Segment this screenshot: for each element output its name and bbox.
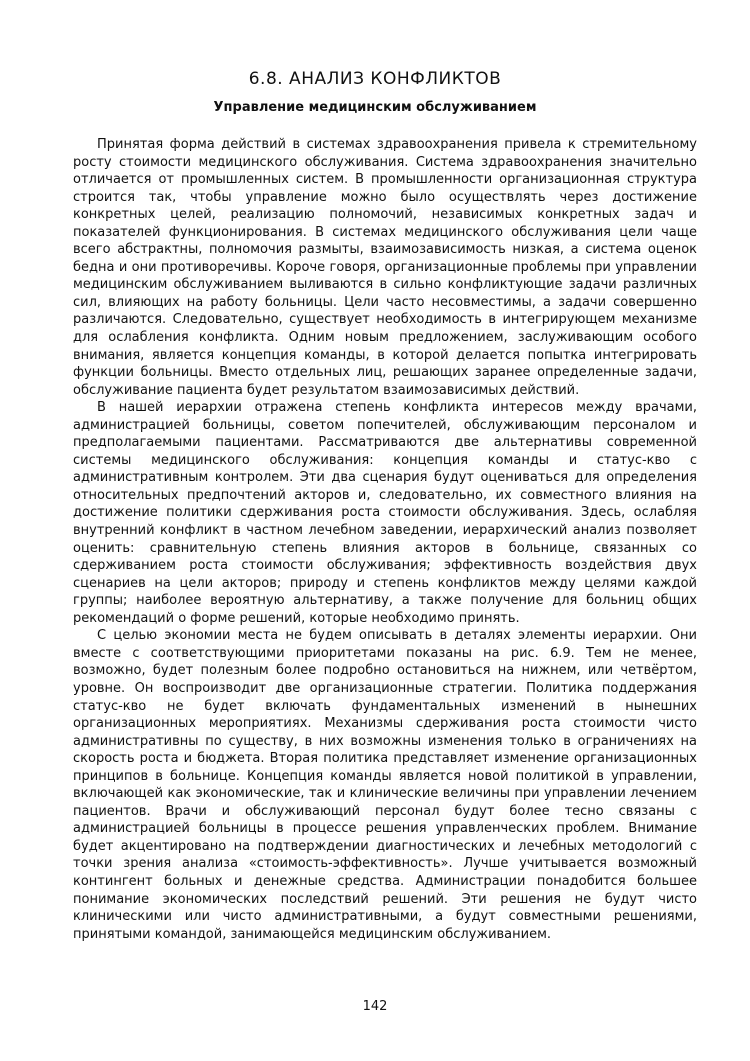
paragraph: С целью экономии места не будем описывать в деталях элементы иерархии. Они вместе с соответствующими приоритетами показаны на рис. 6.9. Тем не менее, возможно, будет полезным более подробно остановиться на нижнем, или четвёртом, уровне. Он воспроизводит две организационные стратегии. Политика поддержания статус-кво не будет включать фундаментальных изменений в нынешних организационных мероприятиях. Механизмы сдерживания роста стоимости чисто административны по существу, в них возможны изменения только в ограничениях на скорость роста и бюджета. Вторая политика представляет изменение организационных принципов в больнице. Концепция команды является новой политикой в управлении, включающей как экономические, так и клинические величины при управлении лечением пациентов. Врачи и обслуживающий персонал будут более тесно связаны с администрацией больницы в процессе решения управленческих проблем. Внимание будет акцентировано на подтверждении диагностических и лечебных методологий с точки зрения анализа «стоимость-эффективность». Лучше учитывается возможный контингент больных и денежные средства. Администрации понадобится большее понимание экономических последствий решений. Эти решения не будут чисто клиническими или чисто административными, а будут совместными решениями, принятыми командой, занимающейся медицинским обслуживанием. — [73, 628, 697, 942]
paragraph: Принятая форма действий в системах здравоохранения привела к стремительному росту стоимости медицинского обслуживания. Система здравоохранения значительно отличается от промышленных систем. В промышленности организационная структура строится так, чтобы управление можно было осуществлять через достижение конкретных целей, реализацию полномочий, независимых конкретных задач и показателей функционирования. В системах медицинского обслуживания цели чаще всего абстрактны, полномочия размыты, взаимозависимость низкая, а система оценок бедна и они противоречивы. Короче говоря, организационные проблемы при управлении медицинским обслуживанием выливаются в сильно конфликтующие задачи различных сил, влияющих на работу больницы. Цели часто несовместимы, а задачи совершенно различаются. Следовательно, существует необходимость в интегрирующем механизме для ослабления конфликта. Одним новым предложением, заслуживающим особого внимания, является концепция команды, в которой делается попытка интегрировать функции больницы. Вместо отдельных лиц, решающих заранее определенные задачи, обслуживание пациента будет результатом взаимозависимых действий. — [73, 137, 697, 398]
subsection-title: Управление медицинским обслуживанием — [213, 100, 537, 115]
paragraph: В нашей иерархии отражена степень конфликта интересов между врачами, администрацией больницы, советом попечителей, обслуживающим персоналом и предполагаемыми пациентами. Рассматриваются две альтернативы современной системы медицинского обслуживания: концепция команды и статус-кво с административным контролем. Эти два сценария будут оцениваться для определения относительных предпочтений акторов и, следовательно, их совместного влияния на достижение политики сдерживания роста стоимости обслуживания. Здесь, ослабляя внутренний конфликт в частном лечебном заведении, иерархический анализ позволяет оценить: сравнительную степень влияния акторов в больнице, связанных со сдерживанием роста стоимости обслуживания; эффективность воздействия двух сценариев на цели акторов; природу и степень конфликтов между целями каждой группы; наиболее вероятную альтернативу, а также получение для больниц общих рекомендаций о форме решений, которые необходимо принять. — [73, 400, 697, 626]
page-number: 142 — [362, 999, 388, 1014]
section-title: 6.8. АНАЛИЗ КОНФЛИКТОВ — [248, 69, 502, 89]
body-text — [73, 136, 697, 943]
